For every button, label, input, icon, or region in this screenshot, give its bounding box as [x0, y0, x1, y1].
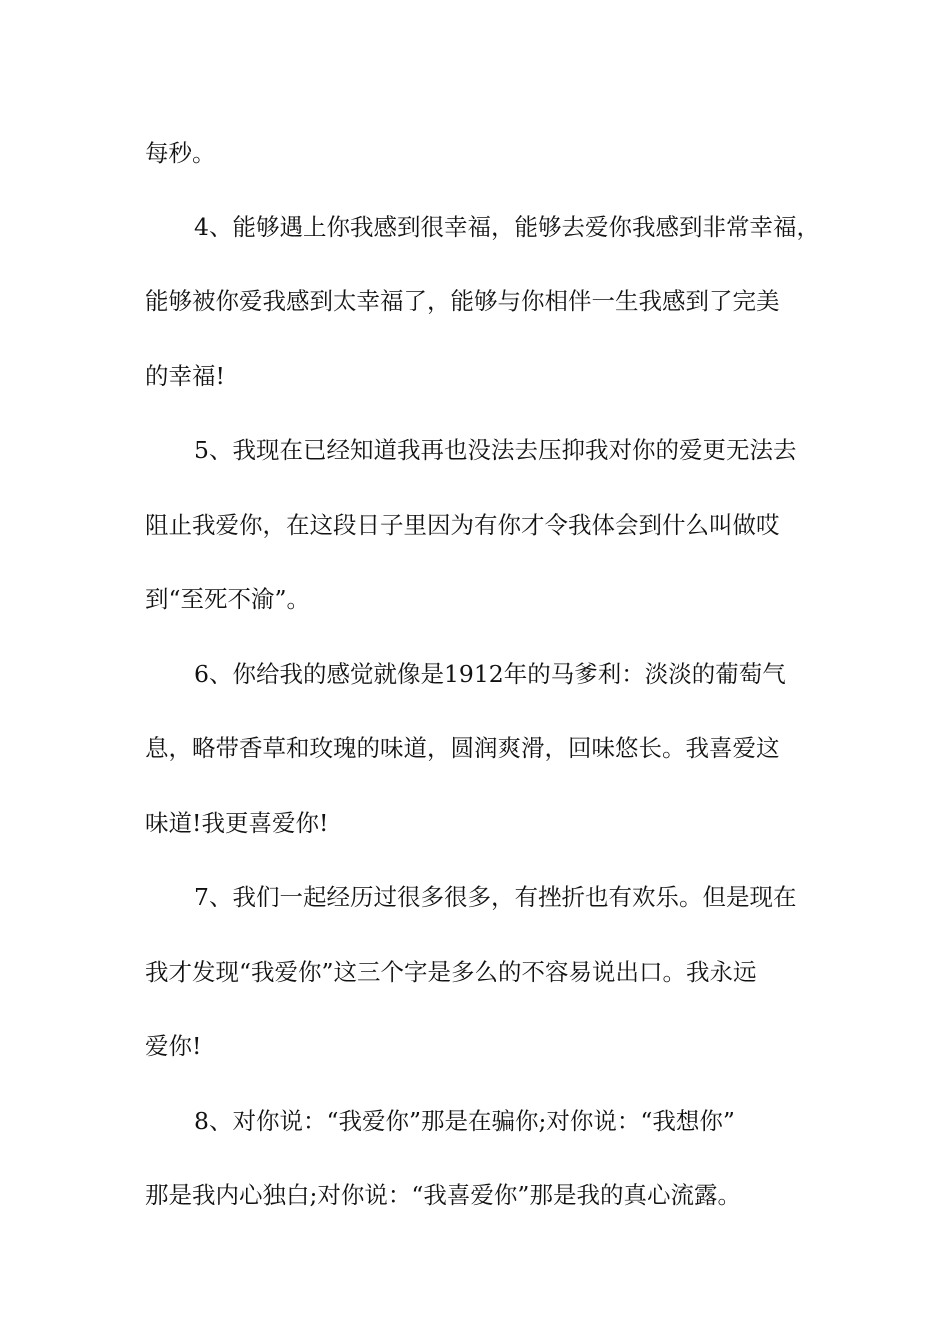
paragraph-8-line-2: 那是我内心独白;对你说：“我喜爱你”那是我的真心流露。: [145, 1181, 741, 1209]
paragraph-4-line-1: 4、能够遇上你我感到很幸福，能够去爱你我感到非常幸福，: [194, 213, 820, 241]
paragraph-6-line-1: 6、你给我的感觉就像是1912年的马爹利：淡淡的葡萄气: [194, 660, 786, 688]
text-line: 每秒。: [145, 139, 216, 167]
paragraph-4-line-2: 能够被你爱我感到太幸福了，能够与你相伴一生我感到了完美: [145, 287, 780, 315]
paragraph-5-line-1: 5、我现在已经知道我再也没法去压抑我对你的爱更无法去: [194, 436, 797, 464]
paragraph-6-line-3: 味道!我更喜爱你!: [145, 809, 329, 837]
paragraph-7-line-3: 爱你!: [145, 1032, 202, 1060]
paragraph-5-line-2: 阻止我爱你，在这段日子里因为有你才令我体会到什么叫做哎: [145, 511, 780, 539]
paragraph-6-line-2: 息，略带香草和玫瑰的味道，圆润爽滑，回味悠长。我喜爱这: [145, 734, 780, 762]
paragraph-7-line-1: 7、我们一起经历过很多很多，有挫折也有欢乐。但是现在: [194, 883, 797, 911]
paragraph-7-line-2: 我才发现“我爱你”这三个字是多么的不容易说出口。我永远: [145, 958, 757, 986]
paragraph-8-line-1: 8、对你说：“我爱你”那是在骗你;对你说：“我想你”: [194, 1107, 735, 1135]
paragraph-5-line-3: 到“至死不渝”。: [145, 585, 311, 613]
paragraph-4-line-3: 的幸福!: [145, 362, 225, 390]
